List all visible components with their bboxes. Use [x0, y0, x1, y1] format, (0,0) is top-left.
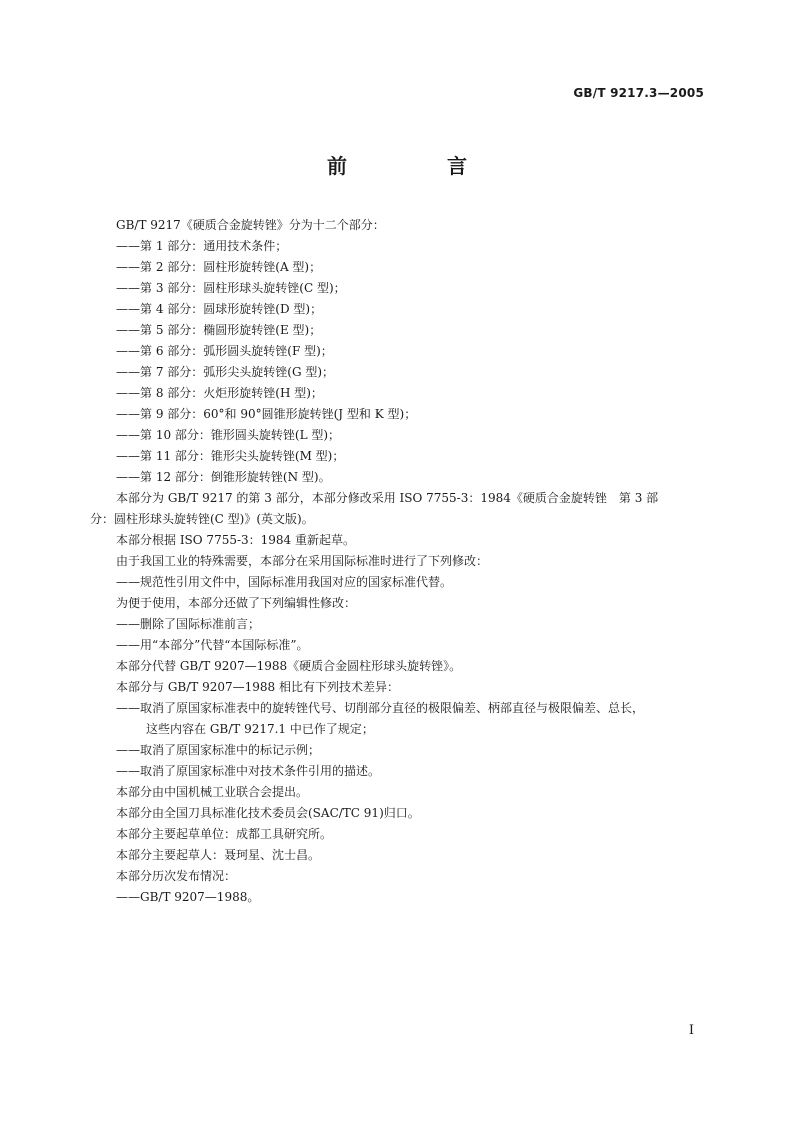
text-line: 由于我国工业的特殊需要，本部分在采用国际标准时进行了下列修改：	[116, 554, 489, 568]
text-line: ——第 1 部分：通用技术条件；	[116, 239, 288, 253]
text-line: ——第 2 部分：圆柱形旋转锉(A 型)；	[116, 260, 322, 274]
text-line: ——第 7 部分：弧形尖头旋转锉(G 型)；	[116, 365, 335, 379]
text-line: ——规范性引用文件中，国际标准用我国对应的国家标准代替。	[116, 575, 453, 589]
text-line: ——第 6 部分：弧形圆头旋转锉(F 型)；	[116, 344, 333, 358]
text-line: 本部分为 GB/T 9217 的第 3 部分，本部分修改采用 ISO 7755-3：1984《硬质合金旋转锉 第 3 部	[116, 491, 659, 505]
text-line: 本部分历次发布情况：	[116, 869, 237, 883]
text-line: 本部分与 GB/T 9207—1988 相比有下列技术差异：	[116, 680, 399, 694]
text-line: ——第 4 部分：圆球形旋转锉(D 型)；	[116, 302, 323, 316]
text-line: 为便于使用，本部分还做了下列编辑性修改：	[116, 596, 357, 610]
text-line: ——第 8 部分：火炬形旋转锉(H 型)；	[116, 386, 323, 400]
text-line: 这些内容在 GB/T 9217.1 中已作了规定；	[146, 722, 374, 736]
page-title: 前 言	[327, 154, 507, 178]
text-line: ——GB/T 9207—1988。	[116, 890, 260, 904]
text-line: 本部分由中国机械工业联合会提出。	[116, 785, 309, 799]
text-line: ——第 3 部分：圆柱形球头旋转锉(C 型)；	[116, 281, 346, 295]
text-line: 本部分根据 ISO 7755-3：1984 重新起草。	[116, 533, 356, 547]
text-line: ——第 12 部分：倒锥形旋转锉(N 型)。	[116, 470, 331, 484]
text-line: ——第 11 部分：锥形尖头旋转锉(M 型)；	[116, 449, 345, 463]
standard-code: GB/T 9217.3—2005	[573, 86, 704, 100]
text-line: ——第 9 部分：60°和 90°圆锥形旋转锉(J 型和 K 型)；	[116, 407, 417, 421]
foreword-body	[90, 215, 706, 908]
text-line: 本部分主要起草人：聂珂星、沈士昌。	[116, 848, 321, 862]
text-line: 本部分由全国刀具标准化技术委员会(SAC/TC 91)归口。	[116, 806, 420, 820]
text-line: GB/T 9217《硬质合金旋转锉》分为十二个部分：	[116, 218, 385, 232]
text-line: 本部分代替 GB/T 9207—1988《硬质合金圆柱形球头旋转锉》。	[116, 659, 462, 673]
text-line: ——第 5 部分：椭圆形旋转锉(E 型)；	[116, 323, 322, 337]
text-line: ——用“本部分”代替“本国际标准”。	[116, 638, 309, 652]
text-line: ——删除了国际标准前言；	[116, 617, 261, 631]
page-number: I	[688, 1023, 694, 1038]
text-line: ——取消了原国家标准中的标记示例；	[116, 743, 321, 757]
text-line: ——第 10 部分：锥形圆头旋转锉(L 型)；	[116, 428, 341, 442]
text-line: 本部分主要起草单位：成都工具研究所。	[116, 827, 333, 841]
text-line: ——取消了原国家标准中对技术条件引用的描述。	[116, 764, 381, 778]
text-line: ——取消了原国家标准表中的旋转锉代号、切削部分直径的极限偏差、柄部直径与极限偏差、总长，	[116, 701, 645, 715]
text-line: 分：圆柱形球头旋转锉(C 型)》(英文版)。	[90, 512, 314, 526]
